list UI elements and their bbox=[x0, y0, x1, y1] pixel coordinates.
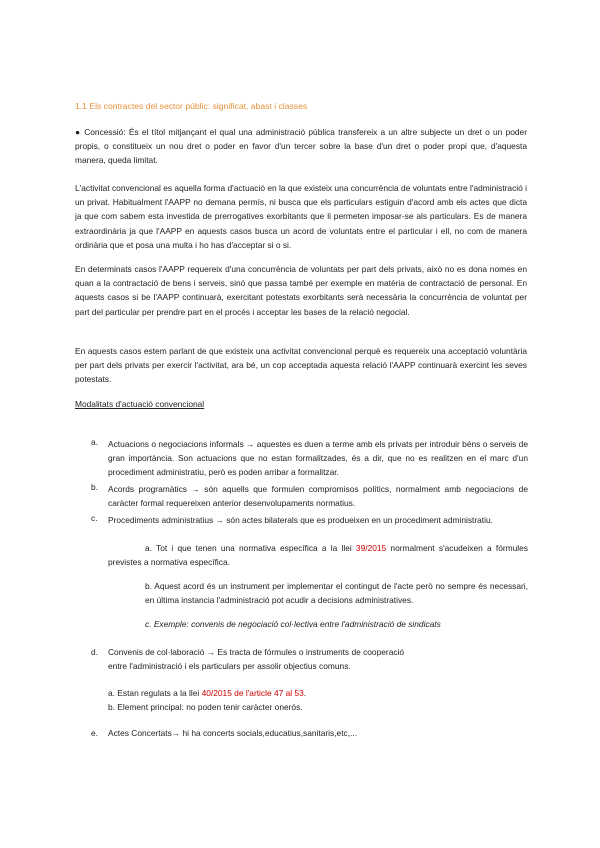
list-item-text: entre l'administració i els particulars per assolir objectius comuns. bbox=[108, 661, 351, 671]
list-item-text: Actes Concertats→ hi ha concerts socials,educatius,sanitaris,etc,... bbox=[108, 728, 358, 738]
sub-item-d-a bbox=[108, 688, 306, 698]
list-letter: d. bbox=[91, 647, 98, 657]
list-letter: c. bbox=[91, 513, 98, 523]
section-title-modalitats: Modalitats d'actuació convencional bbox=[75, 399, 205, 409]
list-item-text: Acords programàtics → són aquells que formulen compromisos polítics, normalment amb negociacions de caràcter formal requereixen anterior desenvolupaments normatius. bbox=[108, 484, 528, 509]
list-letter: a. bbox=[91, 437, 98, 447]
sub-item-text: . bbox=[303, 688, 307, 698]
sub-item-text: normalment s'acudeixen a fórmules previstes a normativa específica. bbox=[108, 543, 528, 568]
list-item-text: Actuacions o negociacions informals → aquestes es duen a terme amb els privats per introduir béns o serveis de gran importància. Son actuacions que no estan formalitzades, és a dir, que no es realitzen en el marc d'un procediment administratiu, però es poden arribar a formalitzar. bbox=[108, 439, 528, 478]
sub-item-text: a. Tot i que tenen una normativa específica a la llei bbox=[145, 543, 356, 553]
sub-item-d-b: b. Element principal: no poden tenir caràcter onerós. bbox=[108, 702, 303, 712]
list-letter: e. bbox=[91, 728, 98, 738]
section-heading: 1.1 Els contractes del sector públic: significat, abast i classes bbox=[75, 101, 308, 111]
list-letter: b. bbox=[91, 482, 98, 492]
sub-item-c-b: b. Aquest acord és un instrument per implementar el contingut de l'acte però no sempre és necessari, en última instancia l'administració pot acudir a decisions administratives. bbox=[145, 581, 528, 606]
sub-item-c-example: c. Exemple: convenis de negociació col·lectiva entre l'administració de sindicats bbox=[145, 619, 441, 629]
law-reference: 40/2015 de l'article 47 al 53 bbox=[201, 688, 304, 698]
paragraph-concessio: ● Concessió: És el títol mitjançant el qual una administració pública transfereix a un altre subjecte un dret o un poder propis, o constitueix un nou dret o poder en favor d'un tercer sobre la base d'un dret o poder propi que, d'aquesta manera, queda limitat. bbox=[75, 127, 527, 166]
paragraph-aquests-casos: En aquests casos estem parlant de que existeix una activitat convencional perquè es requereix una acceptació voluntària per part dels privats per exercir l'activitat, ara bé, un cop acceptada aquesta relació l'AAPP continuarà exercint les seves potestats. bbox=[75, 346, 527, 385]
list-item-text: Procediments administratius → són actes bilaterals que es produeixen en un procediment administratiu. bbox=[108, 515, 493, 525]
sub-item-c-a bbox=[108, 541, 528, 569]
sub-item-text: a. Estan regulats a la llei bbox=[108, 688, 202, 698]
list-item-text: Convenis de col·laboració → Es tracta de fórmules o instruments de cooperació bbox=[108, 647, 405, 657]
paragraph-activitat-convencional: L'activitat convencional es aquella forma d'actuació en la que existeix una concurrència de voluntats entre l'administració i un privat. Habitualment l'AAPP no demana permís, ni busca que els particulars estiguin d'acord amb els actes que dicta ja que com sabem esta investida de prerrogatives exorbitants que li permeten imposar-se als particulars. Es de manera extraordinària ja que l'AAPP en aquests casos busca un acord de voluntats entre el particular i ell, no com de manera ordinària que et posa una multa i ho has d'acceptar si o si. bbox=[75, 183, 527, 250]
paragraph-determinats-casos: En determinats casos l'AAPP requereix d'una concurrència de voluntats per part dels privats, això no es dona nomes en quan a la contractació de bens i serveis, sinó que passa també per exemple en matèria de contractació de personal. En aquests casos si be l'AAPP continuarà, exercitant potestats exorbitants serà necessària la concurrència de voluntat per part del particular per prendre part en el procés i acceptar les bases de la relació negocial. bbox=[75, 264, 527, 317]
law-reference: 39/2015 bbox=[355, 543, 387, 553]
